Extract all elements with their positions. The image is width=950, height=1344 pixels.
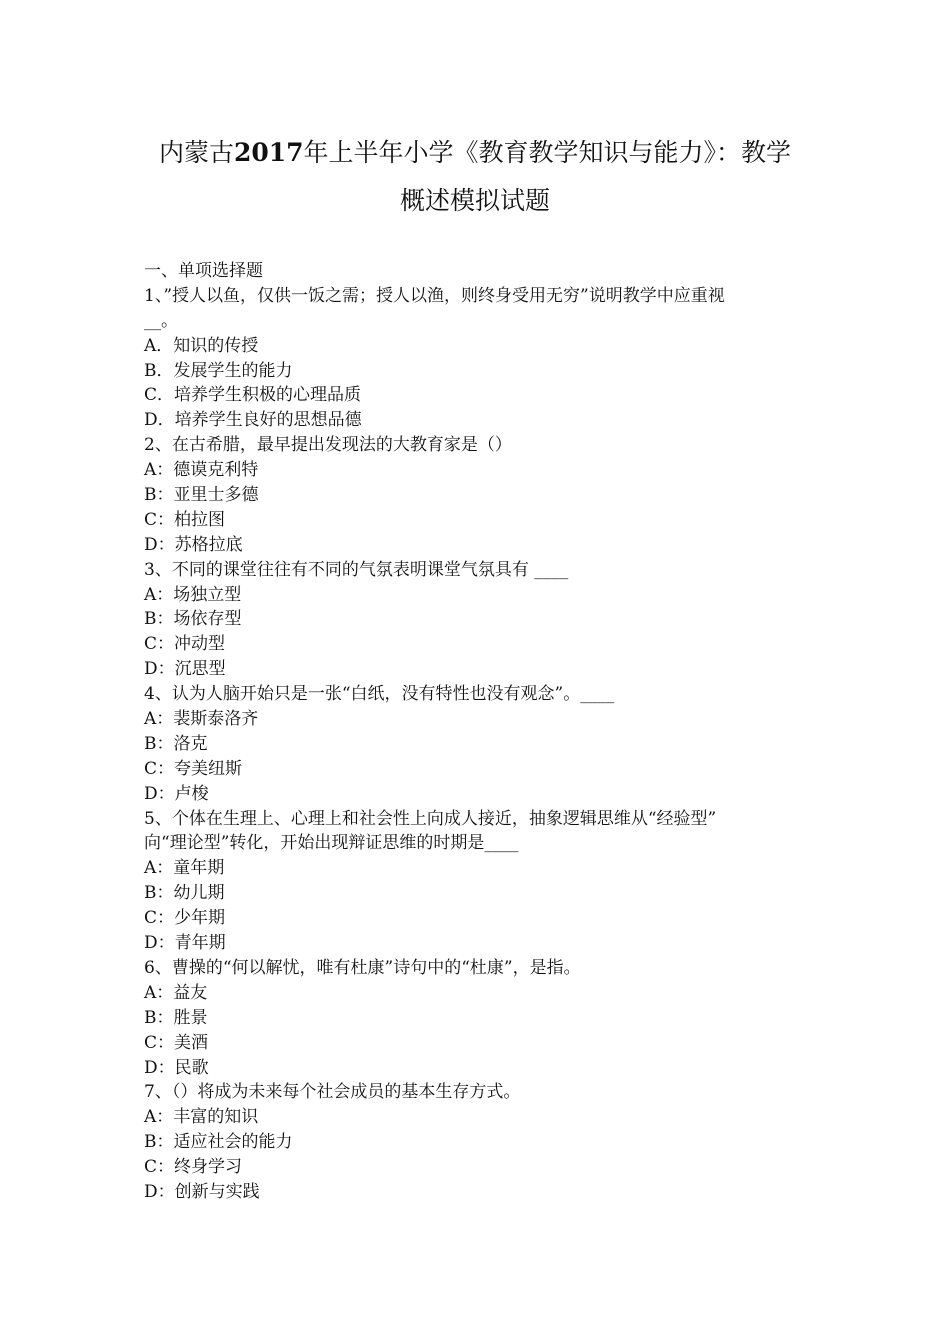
- title-part-2: 年上半年小学《教育教学知识与能力》：教学: [303, 138, 792, 167]
- question-4-stem: 4、认为人脑开始只是一张“白纸，没有特性也没有观念”。____: [144, 684, 615, 705]
- question-4-option-d: D：卢梭: [144, 783, 209, 804]
- question-3-stem: 3、不同的课堂往往有不同的气氛表明课堂气氛具有 ____: [144, 559, 569, 580]
- question-4-option-a: A：裴斯泰洛齐: [144, 709, 259, 730]
- question-5-stem-line-1: 5、个体在生理上、心理上和社会性上向成人接近，抽象逻辑思维从“经验型”: [144, 808, 717, 829]
- section-heading: 一、单项选择题: [144, 261, 263, 281]
- question-4-option-b: B：洛克: [144, 733, 208, 754]
- title-part-1: 内蒙古: [158, 138, 234, 167]
- question-6-option-d: D：民歌: [144, 1057, 209, 1078]
- question-2-option-d: D：苏格拉底: [144, 534, 243, 555]
- question-2-option-a: A：德谟克利特: [144, 460, 259, 481]
- question-3-option-a: A：场独立型: [144, 584, 242, 605]
- question-6-option-a: A：益友: [144, 982, 208, 1003]
- question-4-option-c: C：夸美纽斯: [144, 758, 243, 779]
- question-1-option-b: B．发展学生的能力: [144, 360, 293, 381]
- document-title-line-2: 概述模拟试题: [399, 186, 550, 215]
- question-list: [144, 259, 814, 1205]
- question-7-stem: 7、（）将成为未来每个社会成员的基本生存方式。: [144, 1082, 521, 1103]
- document-title-line-1: [100, 138, 850, 168]
- question-2-option-c: C：柏拉图: [144, 509, 226, 530]
- question-7-option-d: D：创新与实践: [144, 1181, 260, 1202]
- question-5-option-c: C：少年期: [144, 908, 226, 929]
- question-5-stem-line-2: 向“理论型”转化，开始出现辩证思维的时期是____: [144, 833, 519, 854]
- question-5-option-b: B：幼儿期: [144, 883, 225, 904]
- question-5-option-d: D：青年期: [144, 933, 226, 954]
- question-1-stem-line-1: 1、”授人以鱼，仅供一饭之需；授人以渔，则终身受用无穷”说明教学中应重视: [144, 285, 725, 306]
- question-1-option-d: D．培养学生良好的思想品德: [144, 410, 362, 431]
- question-6-option-b: B：胜景: [144, 1007, 208, 1028]
- question-5-option-a: A：童年期: [144, 858, 225, 879]
- question-2-stem: 2、在古希腊，最早提出发现法的大教育家是（）: [144, 435, 512, 456]
- question-3-option-d: D：沉思型: [144, 659, 226, 680]
- question-6-option-c: C：美酒: [144, 1032, 209, 1053]
- question-1-stem-line-2: __。: [144, 310, 178, 331]
- question-3-option-c: C：冲动型: [144, 634, 226, 655]
- question-2-option-b: B：亚里士多德: [144, 485, 259, 506]
- title-year: 2017: [233, 138, 304, 167]
- question-1-option-a: A．知识的传授: [144, 335, 259, 356]
- question-7-option-c: C：终身学习: [144, 1157, 243, 1178]
- question-3-option-b: B：场依存型: [144, 609, 242, 630]
- question-7-option-a: A：丰富的知识: [144, 1107, 259, 1128]
- question-1-option-c: C．培养学生积极的心理品质: [144, 385, 362, 406]
- question-7-option-b: B：适应社会的能力: [144, 1132, 293, 1153]
- question-6-stem: 6、曹操的“何以解忧，唯有杜康”诗句中的“杜康”，是指。: [144, 957, 581, 978]
